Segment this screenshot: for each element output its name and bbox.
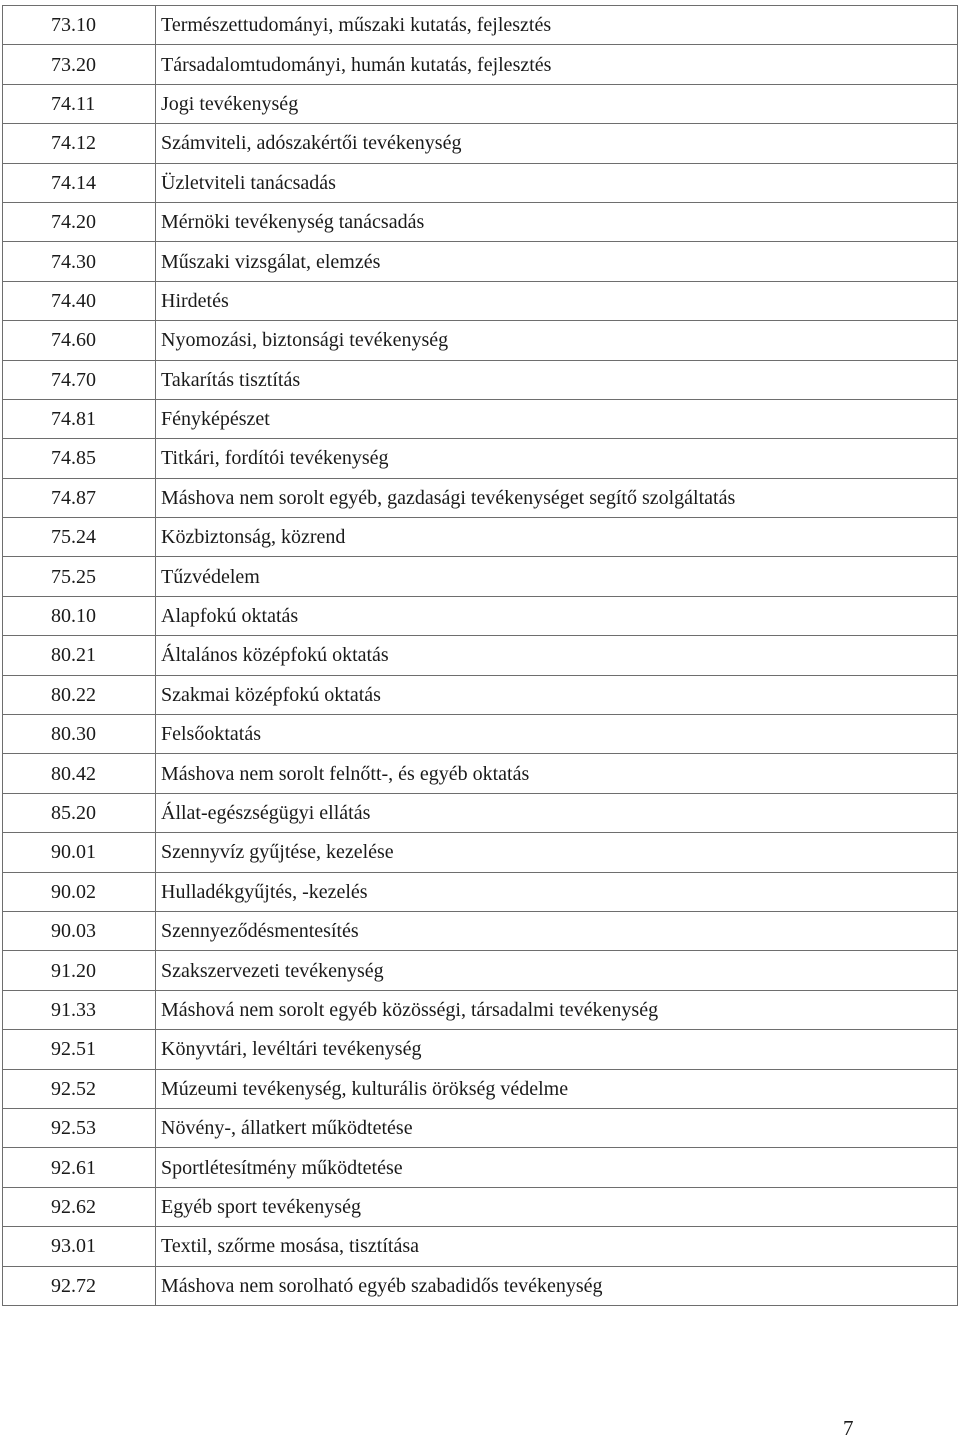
table-row — [3, 478, 958, 517]
table-row — [3, 202, 958, 241]
activity-code-cell: 92.62 — [3, 1187, 156, 1226]
table-row — [3, 242, 958, 281]
activity-code-cell: 73.20 — [3, 45, 156, 84]
activity-code-cell: 91.20 — [3, 951, 156, 990]
activity-code-cell: 80.21 — [3, 636, 156, 675]
table-row — [3, 911, 958, 950]
activity-code-cell: 75.25 — [3, 557, 156, 596]
activity-code-cell: 74.11 — [3, 84, 156, 123]
activity-code-cell: 90.03 — [3, 911, 156, 950]
table-row — [3, 45, 958, 84]
table-row — [3, 1108, 958, 1147]
table-row — [3, 439, 958, 478]
activity-description-cell: Jogi tevékenység — [156, 84, 958, 123]
table-row — [3, 951, 958, 990]
activity-code-cell: 85.20 — [3, 793, 156, 832]
activity-description-cell: Szennyvíz gyűjtése, kezelése — [156, 833, 958, 872]
activity-description-cell: Tűzvédelem — [156, 557, 958, 596]
table-row — [3, 872, 958, 911]
activity-description-cell: Általános középfokú oktatás — [156, 636, 958, 675]
activity-description-cell: Máshová nem sorolt egyéb közösségi, társadalmi tevékenység — [156, 990, 958, 1029]
activity-code-cell: 92.52 — [3, 1069, 156, 1108]
activity-code-cell: 93.01 — [3, 1227, 156, 1266]
activity-code-cell: 74.60 — [3, 321, 156, 360]
table-row — [3, 163, 958, 202]
activity-code-cell: 74.12 — [3, 124, 156, 163]
activity-description-cell: Növény-, állatkert működtetése — [156, 1108, 958, 1147]
activity-description-cell: Máshova nem sorolt egyéb, gazdasági tevékenységet segítő szolgáltatás — [156, 478, 958, 517]
table-row — [3, 754, 958, 793]
table-row — [3, 6, 958, 45]
table-row — [3, 84, 958, 123]
activity-code-cell: 90.02 — [3, 872, 156, 911]
activity-description-cell: Állat-egészségügyi ellátás — [156, 793, 958, 832]
activity-code-cell: 92.61 — [3, 1148, 156, 1187]
activity-description-cell: Természettudományi, műszaki kutatás, fejlesztés — [156, 6, 958, 45]
activity-description-cell: Mérnöki tevékenység tanácsadás — [156, 202, 958, 241]
table-row — [3, 124, 958, 163]
activity-code-cell: 74.14 — [3, 163, 156, 202]
activity-code-cell: 80.30 — [3, 715, 156, 754]
activity-description-cell: Számviteli, adószakértői tevékenység — [156, 124, 958, 163]
activity-code-cell: 74.70 — [3, 360, 156, 399]
activity-description-cell: Titkári, fordítói tevékenység — [156, 439, 958, 478]
table-row — [3, 1187, 958, 1226]
table-row — [3, 715, 958, 754]
activity-description-cell: Társadalomtudományi, humán kutatás, fejlesztés — [156, 45, 958, 84]
activity-code-cell: 90.01 — [3, 833, 156, 872]
table-row — [3, 675, 958, 714]
table-row — [3, 1227, 958, 1266]
table-row — [3, 1266, 958, 1305]
activity-description-cell: Máshova nem sorolt felnőtt-, és egyéb oktatás — [156, 754, 958, 793]
table-row — [3, 1030, 958, 1069]
activity-code-cell: 73.10 — [3, 6, 156, 45]
table-row — [3, 990, 958, 1029]
activity-code-cell: 74.87 — [3, 478, 156, 517]
activity-description-cell: Takarítás tisztítás — [156, 360, 958, 399]
activity-description-cell: Fényképészet — [156, 399, 958, 438]
activity-code-cell: 74.30 — [3, 242, 156, 281]
activity-code-cell: 75.24 — [3, 518, 156, 557]
table-row — [3, 1069, 958, 1108]
activity-code-cell: 80.22 — [3, 675, 156, 714]
activity-description-cell: Szennyeződésmentesítés — [156, 911, 958, 950]
activity-description-cell: Szakmai középfokú oktatás — [156, 675, 958, 714]
table-row — [3, 636, 958, 675]
table-row — [3, 557, 958, 596]
table-row — [3, 596, 958, 635]
activity-description-cell: Textil, szőrme mosása, tisztítása — [156, 1227, 958, 1266]
table-row — [3, 321, 958, 360]
activity-description-cell: Közbiztonság, közrend — [156, 518, 958, 557]
activity-description-cell: Üzletviteli tanácsadás — [156, 163, 958, 202]
activity-code-cell: 80.10 — [3, 596, 156, 635]
activity-code-cell: 92.51 — [3, 1030, 156, 1069]
activity-description-cell: Egyéb sport tevékenység — [156, 1187, 958, 1226]
activity-code-cell: 91.33 — [3, 990, 156, 1029]
table-row — [3, 281, 958, 320]
activity-description-cell: Alapfokú oktatás — [156, 596, 958, 635]
activity-description-cell: Múzeumi tevékenység, kulturális örökség védelme — [156, 1069, 958, 1108]
activity-description-cell: Nyomozási, biztonsági tevékenység — [156, 321, 958, 360]
table-row — [3, 399, 958, 438]
table-row — [3, 360, 958, 399]
activity-code-cell: 74.40 — [3, 281, 156, 320]
activity-code-cell: 80.42 — [3, 754, 156, 793]
table-row — [3, 793, 958, 832]
activity-description-cell: Sportlétesítmény működtetése — [156, 1148, 958, 1187]
activity-description-cell: Máshova nem sorolható egyéb szabadidős tevékenység — [156, 1266, 958, 1305]
table-row — [3, 518, 958, 557]
page-number: 7 — [843, 1416, 854, 1440]
activity-description-cell: Szakszervezeti tevékenység — [156, 951, 958, 990]
table-row — [3, 833, 958, 872]
activity-code-table-body — [3, 6, 958, 1306]
activity-code-cell: 92.72 — [3, 1266, 156, 1305]
activity-description-cell: Könyvtári, levéltári tevékenység — [156, 1030, 958, 1069]
activity-code-cell: 92.53 — [3, 1108, 156, 1147]
table-row — [3, 1148, 958, 1187]
activity-code-table — [2, 5, 958, 1306]
activity-description-cell: Hulladékgyűjtés, -kezelés — [156, 872, 958, 911]
activity-description-cell: Felsőoktatás — [156, 715, 958, 754]
activity-code-cell: 74.20 — [3, 202, 156, 241]
activity-description-cell: Hirdetés — [156, 281, 958, 320]
activity-code-cell: 74.85 — [3, 439, 156, 478]
activity-description-cell: Műszaki vizsgálat, elemzés — [156, 242, 958, 281]
activity-code-cell: 74.81 — [3, 399, 156, 438]
